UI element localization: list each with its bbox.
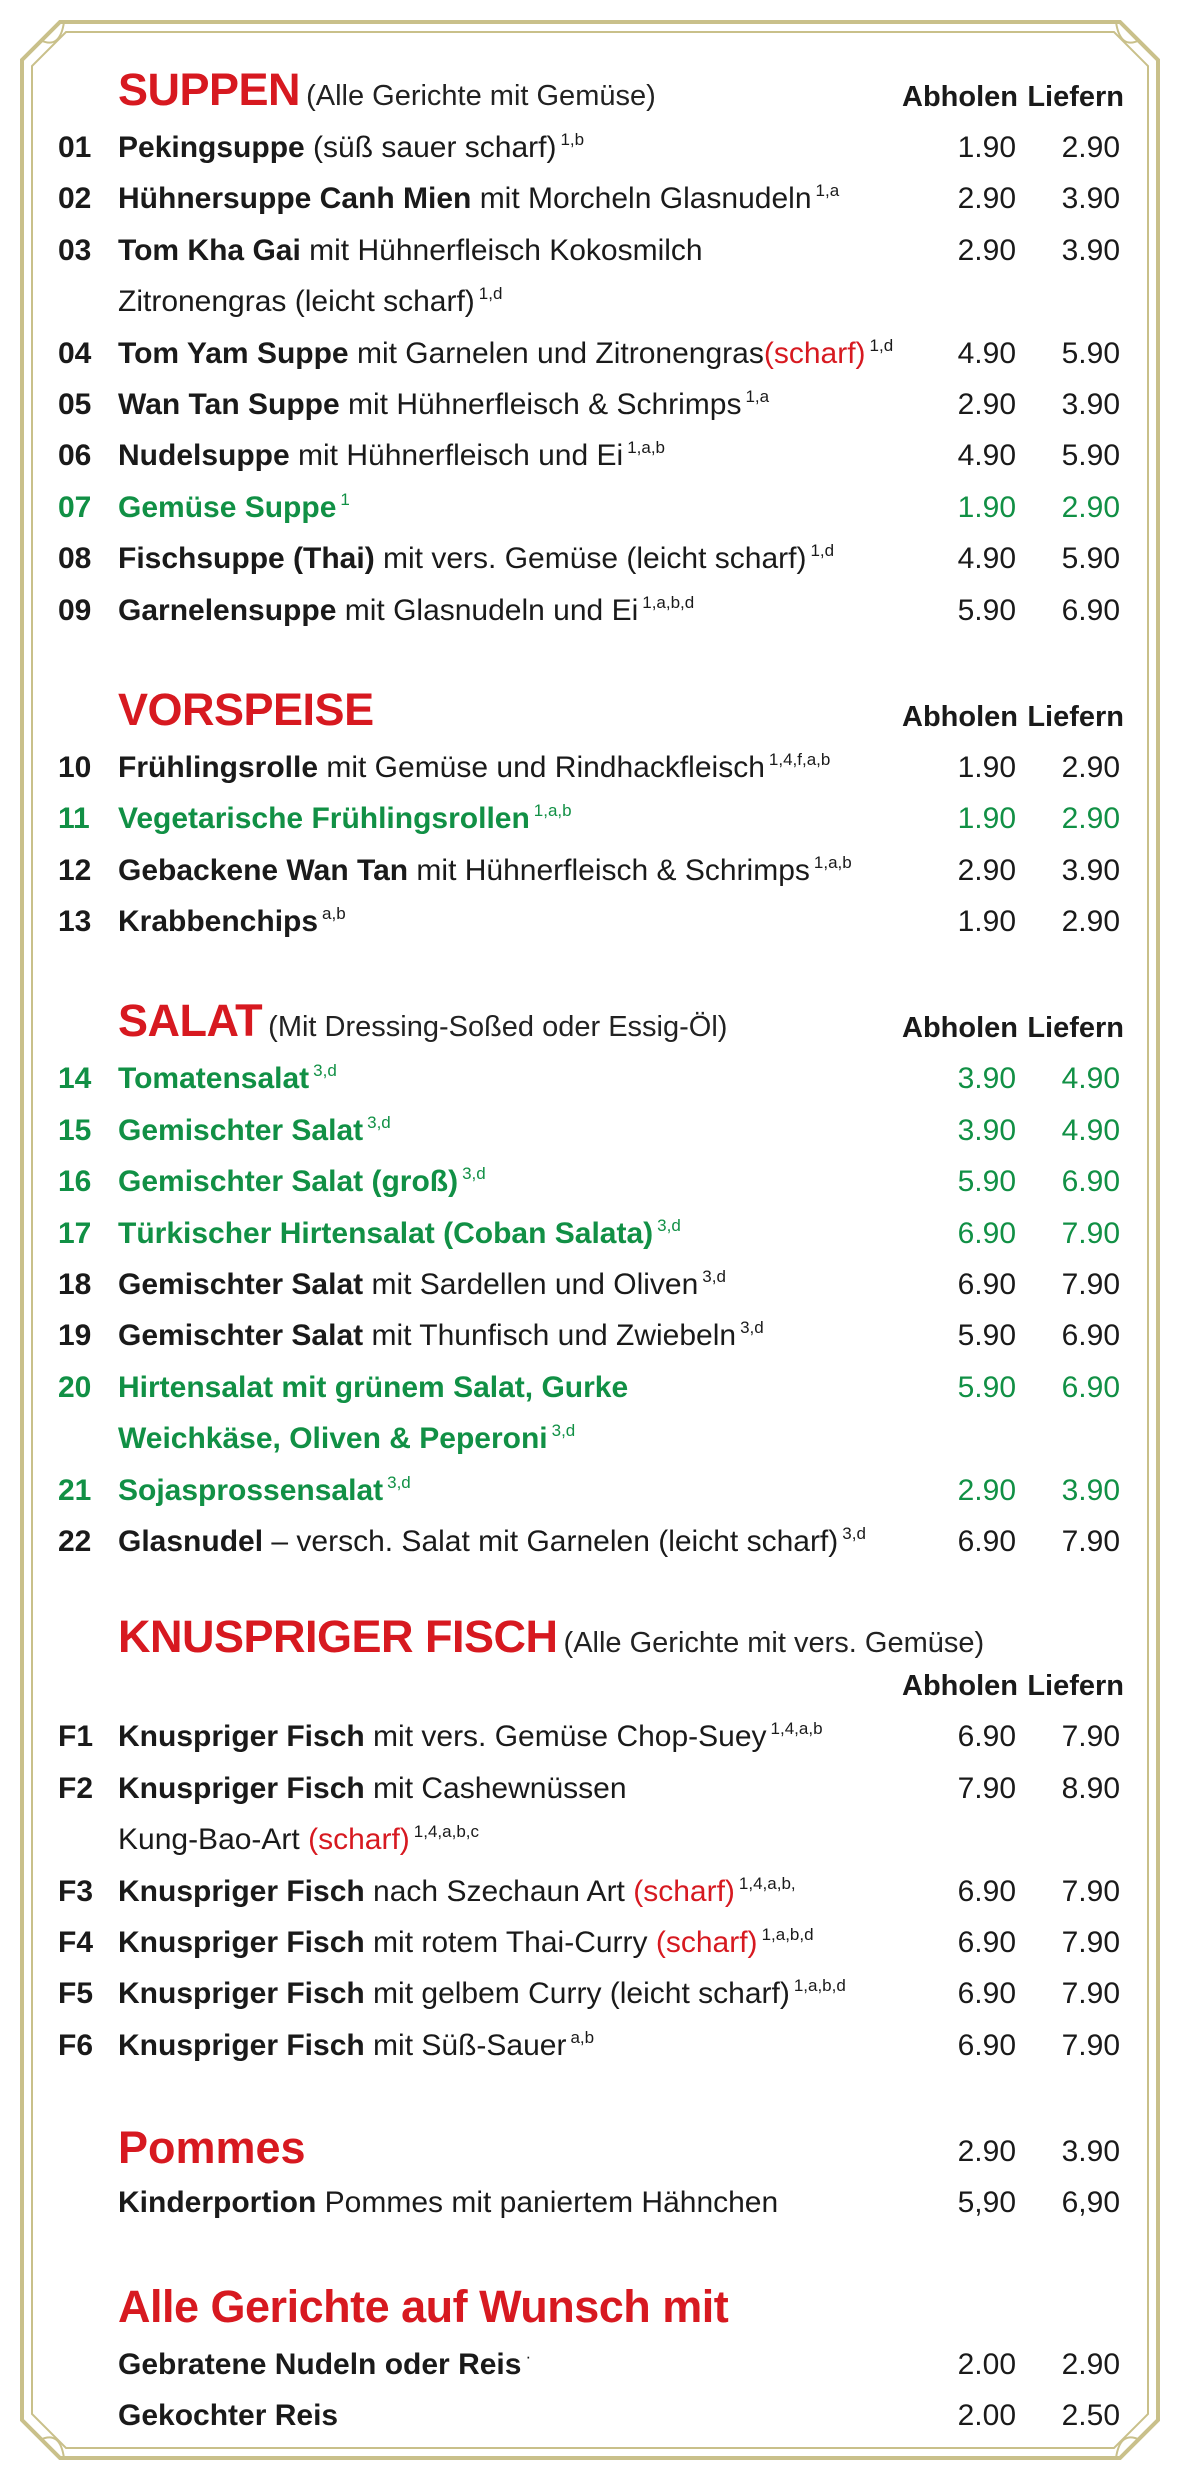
- price-delivery: 5.90: [1061, 336, 1120, 370]
- item-text: [118, 2020, 594, 2071]
- item-name: Tomatensalat: [118, 1062, 310, 1096]
- price-pickup: 6.90: [957, 1216, 1016, 1250]
- item-name-continued: Weichkäse, Oliven & Peperoni: [118, 1422, 548, 1456]
- spicy-label: (scharf): [763, 336, 866, 370]
- section-header-extras: [58, 2277, 1124, 2339]
- item-number: 14: [58, 1062, 92, 1096]
- item-name: Knuspriger Fisch: [118, 1720, 365, 1754]
- menu-item-row: [58, 430, 1124, 481]
- price-delivery: 3.90: [1061, 853, 1120, 887]
- menu-item-row: [58, 896, 1124, 947]
- item-name: Gemischter Salat (groß): [118, 1165, 459, 1199]
- price-pickup: 2.90: [957, 2135, 1016, 2169]
- item-text: [118, 276, 502, 327]
- price-delivery: 3.90: [1061, 182, 1120, 216]
- menu-item-row: [58, 793, 1124, 844]
- item-text: [118, 2390, 338, 2441]
- price-delivery: 3.90: [1061, 387, 1120, 421]
- menu-item-row: [58, 1968, 1124, 2019]
- spicy-label: (scharf): [308, 1823, 410, 1857]
- item-name: Gemischter Salat: [118, 1319, 364, 1353]
- item-number: 08: [58, 542, 92, 576]
- section-note: (Mit Dressing-Soßed oder Essig-Öl): [268, 1011, 728, 1044]
- allergen-codes: 1,4,a,b,c: [413, 1822, 479, 1842]
- item-name: Kinderportion: [118, 2186, 317, 2220]
- item-text: [118, 430, 665, 481]
- allergen-codes: 1,a,b: [627, 438, 665, 458]
- price-pickup: 1.90: [957, 905, 1016, 939]
- menu-item-row: [58, 1156, 1124, 1207]
- menu-item-row: [58, 328, 1124, 379]
- allergen-codes: 1,a,b,d: [642, 592, 695, 612]
- menu-item-row: [58, 122, 1124, 173]
- item-number: 17: [58, 1216, 92, 1250]
- item-text: [118, 1465, 411, 1516]
- price-delivery: 7.90: [1061, 1874, 1120, 1908]
- allergen-codes: 3,d: [842, 1523, 866, 1543]
- menu-item-row: [58, 1208, 1124, 1259]
- item-name: Sojasprossensalat: [118, 1473, 384, 1507]
- menu-item-row: [58, 1105, 1124, 1156]
- menu-item-continuation: [58, 1814, 1124, 1865]
- item-text: [118, 225, 703, 276]
- item-name: Gemischter Salat: [118, 1268, 364, 1302]
- section-title: SALAT: [118, 995, 263, 1047]
- item-number: 05: [58, 387, 92, 421]
- menu-item-row: [58, 1763, 1124, 1814]
- item-description: mit Morcheln Glasnudeln: [471, 182, 812, 216]
- item-description: mit Sardellen und Oliven: [363, 1268, 699, 1302]
- allergen-codes: 3,d: [313, 1061, 337, 1081]
- pickup-header: Abholen: [902, 700, 1018, 733]
- price-pickup: 6.90: [957, 2028, 1016, 2062]
- item-description: mit Thunfisch und Zwiebeln: [363, 1319, 737, 1353]
- salat-list: [58, 1053, 1124, 1567]
- allergen-codes: 1,4,a,b: [770, 1719, 823, 1739]
- item-text: [118, 328, 893, 379]
- item-text: [118, 1866, 796, 1917]
- price-pickup: 1.90: [957, 802, 1016, 836]
- item-number: 02: [58, 182, 92, 216]
- menu-item-row: [58, 2020, 1124, 2071]
- allergen-codes: ·: [525, 2346, 532, 2366]
- item-name: Garnelensuppe: [118, 593, 337, 627]
- item-name: Tom Yam Suppe: [118, 336, 349, 370]
- price-delivery: 7.90: [1061, 1268, 1120, 1302]
- menu-item-row: [58, 173, 1124, 224]
- allergen-codes: 3,d: [462, 1164, 486, 1184]
- price-delivery: 7.90: [1061, 1216, 1120, 1250]
- section-title: Alle Gerichte auf Wunsch mit: [118, 2280, 729, 2332]
- item-number: F4: [58, 1925, 94, 1959]
- price-pickup: 6.90: [957, 1874, 1016, 1908]
- menu-item-row: [58, 1866, 1124, 1917]
- menu-item-row: [58, 225, 1124, 276]
- price-delivery: 8.90: [1061, 1771, 1120, 1805]
- extras-list: [58, 2339, 1124, 2442]
- section-header-salat: [58, 991, 1124, 1053]
- item-description: mit Glasnudeln und Ei: [336, 593, 639, 627]
- allergen-codes: 3,d: [551, 1421, 576, 1441]
- item-description: mit Süß-Sauer: [364, 2028, 567, 2062]
- suppen-list: [58, 122, 1124, 636]
- item-number: 12: [58, 853, 92, 887]
- item-text: [118, 845, 852, 896]
- price-pickup: 5.90: [957, 593, 1016, 627]
- price-pickup: 4.90: [957, 439, 1016, 473]
- section-header-fisch: [58, 1611, 1124, 1711]
- item-name: Hirtensalat mit grünem Salat, Gurke: [118, 1370, 629, 1404]
- price-pickup: 1.90: [957, 131, 1016, 164]
- allergen-codes: 3,d: [740, 1318, 764, 1338]
- delivery-header: Liefern: [1027, 1012, 1124, 1045]
- price-delivery: 6,90: [1061, 2186, 1120, 2220]
- menu-item-row: [58, 1917, 1124, 1968]
- menu-item-row: [58, 585, 1124, 636]
- item-name: Gemüse Suppe: [118, 490, 337, 524]
- allergen-codes: 1,a,b: [813, 852, 852, 872]
- spicy-label: (scharf): [655, 1925, 758, 1959]
- section-note: (Alle Gerichte mit Gemüse): [306, 80, 656, 112]
- item-description: mit Garnelen und Zitronengras: [348, 336, 764, 370]
- item-description: mit vers. Gemüse (leicht scharf): [374, 542, 807, 576]
- item-description: mit Hühnerfleisch & Schrimps: [408, 853, 810, 887]
- item-number: 04: [58, 336, 92, 370]
- price-delivery: 5.90: [1061, 542, 1120, 576]
- section-header-suppen: [58, 60, 1124, 122]
- price-pickup: 5.90: [957, 1319, 1016, 1353]
- item-number: 19: [58, 1319, 92, 1353]
- price-delivery: 2.90: [1061, 131, 1120, 164]
- item-number: 11: [58, 802, 90, 836]
- price-pickup: 6.90: [957, 1268, 1016, 1302]
- menu-item-row: [58, 2339, 1124, 2390]
- price-delivery: 6.90: [1061, 1165, 1120, 1199]
- menu-item-row: [58, 1465, 1124, 1516]
- item-name: Fischsuppe (Thai): [118, 542, 375, 576]
- item-text: [118, 1156, 486, 1207]
- item-number: 07: [58, 490, 92, 524]
- item-name: Glasnudel: [118, 1524, 264, 1558]
- menu-item-row: [58, 1053, 1124, 1104]
- section-title: KNUSPRIGER FISCH: [118, 1611, 558, 1663]
- item-text: [118, 793, 572, 844]
- menu-item-row: [58, 533, 1124, 584]
- allergen-codes: 1: [340, 489, 350, 509]
- item-number: F5: [58, 1977, 94, 2011]
- price-delivery: 7.90: [1061, 1977, 1120, 2011]
- item-text: [118, 1310, 764, 1361]
- section-header-vorspeise: [58, 680, 1124, 742]
- section-note: (Alle Gerichte mit vers. Gemüse): [563, 1627, 985, 1660]
- allergen-codes: 3,d: [367, 1112, 391, 1132]
- allergen-codes: a,b: [570, 2027, 595, 2047]
- column-headers: [898, 1012, 1124, 1045]
- item-name: Hühnersuppe Canh Mien: [118, 182, 472, 216]
- item-name: Vegetarische Frühlingsrollen: [118, 802, 530, 836]
- price-delivery: 3.90: [1061, 2135, 1120, 2169]
- item-description: mit rotem Thai-Curry: [364, 1925, 656, 1959]
- allergen-codes: 1,d: [869, 335, 894, 355]
- price-pickup: 5.90: [957, 1370, 1016, 1404]
- item-number: 20: [58, 1370, 92, 1404]
- allergen-codes: 3,d: [387, 1472, 411, 1492]
- item-text: [118, 896, 346, 947]
- menu-item-row: [58, 2390, 1124, 2441]
- menu-item-row: [58, 845, 1124, 896]
- item-description: Pommes mit paniertem Hähnchen: [316, 2186, 779, 2220]
- menu-item-row: [58, 1516, 1124, 1567]
- price-delivery: 2.90: [1061, 750, 1120, 784]
- price-delivery: 4.90: [1061, 1113, 1120, 1147]
- price-delivery: 7.90: [1061, 1524, 1120, 1558]
- menu-item-row: [58, 742, 1124, 793]
- item-text: [118, 1763, 627, 1814]
- allergen-codes: a,b: [322, 904, 346, 924]
- item-text: [118, 1105, 391, 1156]
- item-number: 09: [58, 593, 92, 627]
- pickup-header: Abholen: [902, 81, 1018, 113]
- item-name: Nudelsuppe: [118, 439, 290, 473]
- menu-item-row: [58, 379, 1124, 430]
- allergen-codes: 1,a,b,d: [761, 1924, 814, 1944]
- allergen-codes: 3,d: [702, 1267, 726, 1287]
- allergen-codes: 1,4,a,b,: [738, 1873, 796, 1893]
- price-pickup: 1.90: [957, 490, 1016, 524]
- menu-item-continuation: [58, 276, 1124, 327]
- price-pickup: 6.90: [957, 1977, 1016, 2011]
- item-name: Knuspriger Fisch: [118, 1874, 365, 1908]
- item-description: mit gelbem Curry (leicht scharf): [364, 1977, 790, 2011]
- price-pickup: 3.90: [957, 1062, 1016, 1096]
- pommes-list: [58, 2177, 1124, 2228]
- pickup-header: Abholen: [902, 1670, 1018, 1703]
- item-description: – versch. Salat mit Garnelen (leicht scharf): [263, 1524, 839, 1558]
- delivery-header: Liefern: [1027, 700, 1124, 733]
- item-name: Knuspriger Fisch: [118, 2028, 365, 2062]
- item-number: 06: [58, 439, 92, 473]
- price-pickup: 2.90: [957, 182, 1016, 216]
- item-name: Tom Kha Gai: [118, 233, 301, 267]
- menu-content: [58, 60, 1124, 2441]
- price-delivery: 7.90: [1061, 1720, 1120, 1754]
- price-pickup: 6.90: [957, 1925, 1016, 1959]
- item-name: Knuspriger Fisch: [118, 1977, 365, 2011]
- item-name: Frühlingsrolle: [118, 750, 319, 784]
- item-text: [118, 1516, 866, 1567]
- item-name: Gebratene Nudeln oder Reis: [118, 2347, 522, 2381]
- item-name: Türkischer Hirtensalat (Coban Salata): [118, 1216, 654, 1250]
- price-pickup: 2.90: [957, 853, 1016, 887]
- allergen-codes: 1,a,b,d: [793, 1976, 846, 1996]
- allergen-codes: 1,a: [815, 181, 840, 201]
- price-pickup: 4.90: [957, 542, 1016, 576]
- price-delivery: 7.90: [1061, 2028, 1120, 2062]
- item-name: Gebackene Wan Tan: [118, 853, 409, 887]
- item-name: Knuspriger Fisch: [118, 1925, 365, 1959]
- allergen-codes: 1,a: [745, 386, 770, 406]
- item-text: [118, 2339, 531, 2390]
- item-text: [118, 1968, 846, 2019]
- item-name: Knuspriger Fisch: [118, 1771, 365, 1805]
- item-name: Krabbenchips: [118, 905, 319, 939]
- price-pickup: 2.90: [957, 387, 1016, 421]
- item-description: mit Hühnerfleisch & Schrimps: [339, 387, 742, 421]
- item-text: [118, 1208, 681, 1259]
- price-delivery: 7.90: [1061, 1925, 1120, 1959]
- price-pickup: 1.90: [957, 750, 1016, 784]
- price-pickup: 2.00: [957, 2347, 1016, 2381]
- item-text: [118, 1814, 479, 1865]
- item-description-continued: Zitronengras (leicht scharf): [118, 285, 475, 319]
- price-delivery: 2.90: [1061, 905, 1120, 939]
- item-description: mit Gemüse und Rindhackfleisch: [318, 750, 765, 784]
- price-pickup: 5,90: [957, 2186, 1016, 2220]
- column-headers: [898, 1670, 1124, 1703]
- menu-item-row: [58, 1259, 1124, 1310]
- item-text: [118, 482, 350, 533]
- allergen-codes: 3,d: [657, 1215, 681, 1235]
- menu-item-row: [58, 482, 1124, 533]
- item-text: [118, 1053, 337, 1104]
- item-description: mit Hühnerfleisch und Ei: [289, 439, 624, 473]
- column-headers: [898, 81, 1124, 114]
- item-number: 18: [58, 1268, 92, 1302]
- price-delivery: 2.90: [1061, 802, 1120, 836]
- price-delivery: 3.90: [1061, 1473, 1120, 1507]
- price-pickup: 7.90: [957, 1771, 1016, 1805]
- price-pickup: 2.00: [957, 2398, 1016, 2432]
- item-text: [118, 2177, 778, 2228]
- item-text: [118, 1362, 628, 1413]
- item-text: [118, 1711, 823, 1762]
- price-pickup: 3.90: [957, 1113, 1016, 1147]
- item-description: nach Szechaun Art: [364, 1874, 634, 1908]
- item-number: 22: [58, 1524, 92, 1558]
- allergen-codes: 1,b: [560, 130, 585, 149]
- price-delivery: 5.90: [1061, 439, 1120, 473]
- price-pickup: 6.90: [957, 1524, 1016, 1558]
- item-number: 21: [58, 1473, 92, 1507]
- price-pickup: 4.90: [957, 336, 1016, 370]
- item-description: mit Hühnerfleisch Kokosmilch: [300, 233, 703, 267]
- price-delivery: 2.50: [1061, 2398, 1120, 2432]
- price-delivery: 6.90: [1061, 1370, 1120, 1404]
- item-text: [118, 1917, 814, 1968]
- pickup-header: Abholen: [902, 1012, 1018, 1045]
- menu-item-row: [58, 1362, 1124, 1413]
- item-name: Wan Tan Suppe: [118, 387, 340, 421]
- spicy-label: (scharf): [633, 1874, 735, 1908]
- price-pickup: 5.90: [957, 1165, 1016, 1199]
- item-text: [118, 1259, 726, 1310]
- item-text: [118, 742, 830, 793]
- price-delivery: 3.90: [1061, 233, 1120, 267]
- item-number: F1: [58, 1720, 94, 1754]
- item-number: 15: [58, 1113, 92, 1147]
- item-number: 01: [58, 131, 92, 164]
- allergen-codes: 1,d: [810, 541, 835, 561]
- item-number: F2: [58, 1771, 94, 1805]
- item-text: [118, 1413, 575, 1464]
- price-delivery: 6.90: [1061, 593, 1120, 627]
- vorspeise-list: [58, 742, 1124, 948]
- item-description-continued: Kung-Bao-Art: [118, 1823, 309, 1857]
- item-text: [118, 122, 584, 173]
- item-number: 10: [58, 750, 92, 784]
- item-number: F3: [58, 1874, 94, 1908]
- price-pickup: 2.90: [957, 233, 1016, 267]
- price-pickup: 6.90: [957, 1720, 1016, 1754]
- section-title: VORSPEISE: [118, 683, 374, 735]
- item-name: Pekingsuppe: [118, 131, 305, 164]
- section-title: Pommes: [118, 2122, 306, 2174]
- item-text: [118, 379, 769, 430]
- item-number: 03: [58, 233, 92, 267]
- item-text: [118, 533, 834, 584]
- menu-item-row: [58, 2177, 1124, 2228]
- allergen-codes: 1,d: [478, 284, 503, 304]
- price-delivery: 6.90: [1061, 1319, 1120, 1353]
- delivery-header: Liefern: [1027, 1670, 1124, 1703]
- item-text: [118, 585, 694, 636]
- item-name: Gemischter Salat: [118, 1113, 364, 1147]
- menu-item-row: [58, 1711, 1124, 1762]
- section-title: SUPPEN: [118, 64, 301, 115]
- allergen-codes: 1,a,b: [533, 801, 572, 821]
- item-number: 16: [58, 1165, 92, 1199]
- item-description: mit Cashewnüssen: [364, 1771, 627, 1805]
- price-pickup: 2.90: [957, 1473, 1016, 1507]
- allergen-codes: 1,4,f,a,b: [768, 749, 831, 769]
- pommes-header-row: [58, 2119, 1124, 2177]
- column-headers: [898, 701, 1124, 734]
- menu-item-row: [58, 1310, 1124, 1361]
- item-description: mit vers. Gemüse Chop-Suey: [364, 1720, 767, 1754]
- price-delivery: 2.90: [1061, 490, 1120, 524]
- item-description: (süß sauer scharf): [304, 131, 557, 164]
- item-number: 13: [58, 905, 92, 939]
- item-name: Gekochter Reis: [118, 2398, 339, 2432]
- price-delivery: 2.90: [1061, 2347, 1120, 2381]
- price-delivery: 4.90: [1061, 1062, 1120, 1096]
- delivery-header: Liefern: [1027, 81, 1124, 113]
- item-number: F6: [58, 2028, 94, 2062]
- fisch-list: [58, 1711, 1124, 2071]
- menu-item-continuation: [58, 1413, 1124, 1464]
- item-text: [118, 173, 839, 224]
